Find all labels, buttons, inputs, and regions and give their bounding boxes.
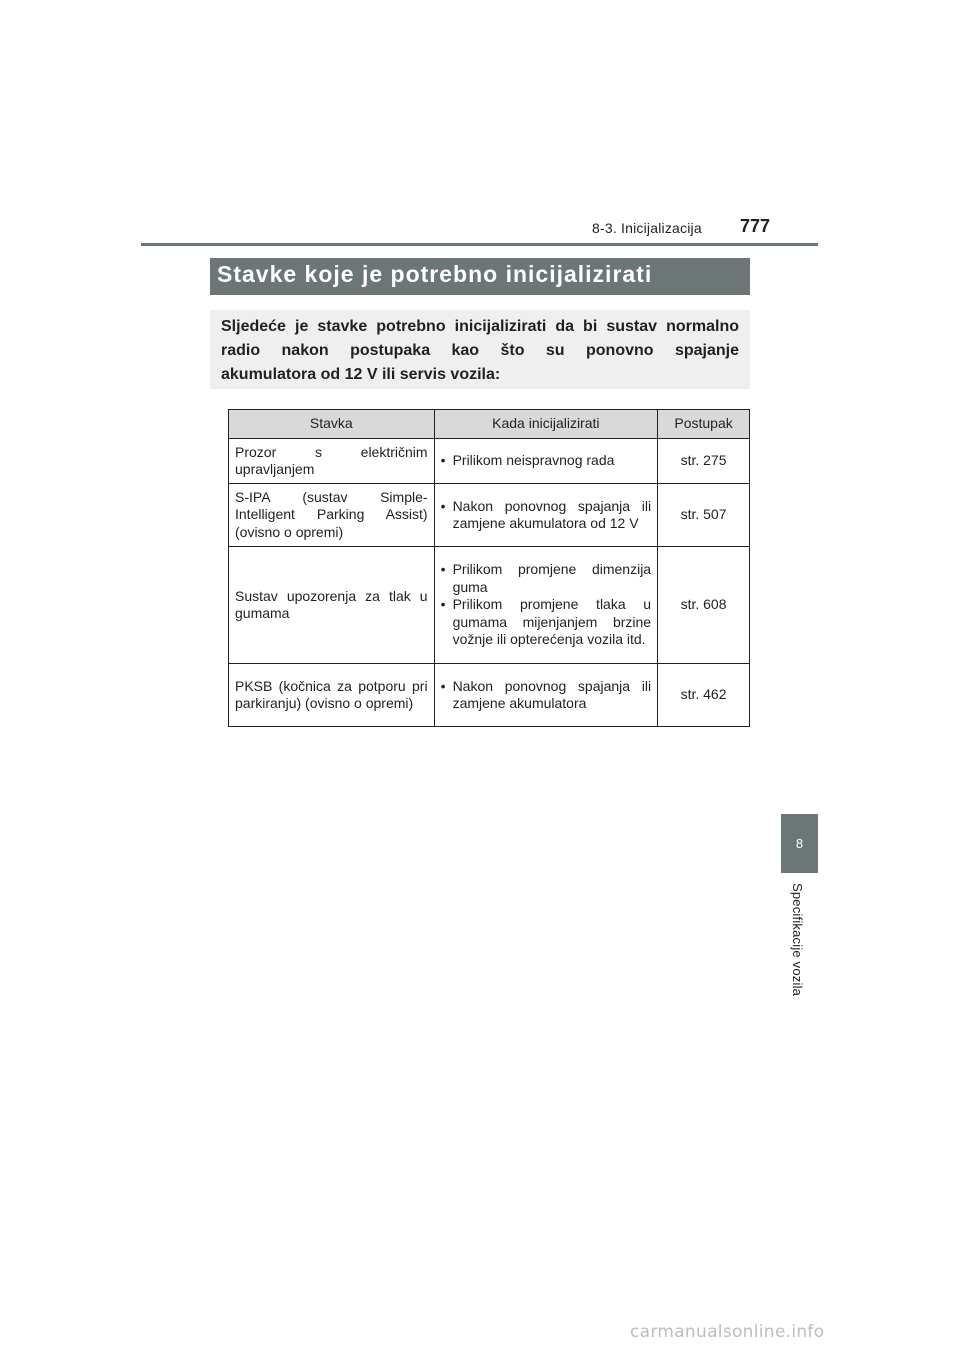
- chapter-label: Specifikacije vozila: [790, 883, 805, 997]
- cell-procedure-link: str. 608: [658, 547, 750, 664]
- cell-when: [434, 664, 658, 727]
- page-number: 777: [740, 216, 771, 236]
- table-row: [229, 439, 750, 484]
- intro-line: radio nakon postupaka kao što su ponovno spajanje: [221, 342, 739, 359]
- cell-item: Prozor s električnim upravljanjem: [229, 439, 435, 484]
- cell-item: Sustav upozorenja za tlak u gumama: [229, 547, 435, 664]
- cell-procedure-link: str. 507: [658, 484, 750, 547]
- running-header-section: 8-3. Inicijalizacija: [592, 220, 702, 236]
- table-row: [229, 664, 750, 727]
- bullet-item: • Prilikom promjene tlaka u gumama mijenjanjem brzine vožnje ili opterećenja vozila itd.: [441, 596, 652, 649]
- cell-when: [434, 484, 658, 547]
- initialization-table: [228, 409, 750, 727]
- cell-when: [434, 547, 658, 664]
- chapter-tab: [781, 814, 818, 873]
- bullet-item: • Prilikom promjene dimenzija guma: [441, 561, 652, 596]
- column-header-item: Stavka: [229, 410, 435, 439]
- intro-box: [210, 310, 750, 389]
- table-row: [229, 547, 750, 664]
- bullet-item: • Nakon ponovnog spajanja ili zamjene akumulatora od 12 V: [441, 498, 652, 533]
- header-divider: [141, 243, 818, 246]
- intro-line: akumulatora od 12 V ili servis vozila:: [221, 366, 501, 383]
- intro-line: Sljedeće je stavke potrebno inicijalizirati da bi sustav normalno: [221, 318, 739, 335]
- section-title: Stavke koje je potrebno inicijalizirati: [210, 258, 750, 295]
- watermark: carmanualsonline.info: [630, 1322, 825, 1342]
- cell-item: S-IPA (sustav Simple-Intelligent Parking Assist) (ovisno o opremi): [229, 484, 435, 547]
- cell-item: PKSB (kočnica za potporu pri parkiranju) (ovisno o opremi): [229, 664, 435, 727]
- column-header-when: Kada inicijalizirati: [434, 410, 658, 439]
- table-header-row: [229, 410, 750, 439]
- cell-procedure-link: str. 275: [658, 439, 750, 484]
- bullet-item: • Nakon ponovnog spajanja ili zamjene akumulatora: [441, 678, 652, 713]
- chapter-number: 8: [795, 836, 804, 851]
- column-header-procedure: Postupak: [658, 410, 750, 439]
- cell-when: [434, 439, 658, 484]
- table-row: [229, 484, 750, 547]
- bullet-item: • Prilikom neispravnog rada: [441, 452, 652, 470]
- cell-procedure-link: str. 462: [658, 664, 750, 727]
